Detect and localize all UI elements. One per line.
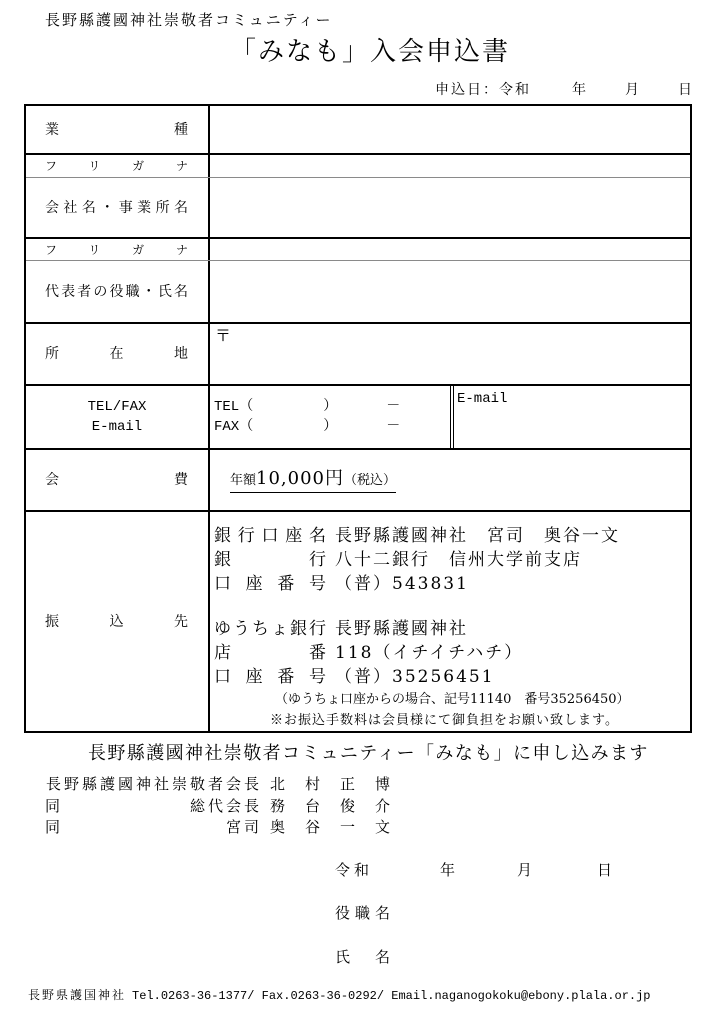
address-field <box>210 324 690 384</box>
application-form-table <box>24 104 692 733</box>
bank-account-name-line <box>214 524 690 548</box>
representative-label: 代表者の役職・氏名 <box>45 283 188 300</box>
tel-line: TEL（ ） － <box>214 399 401 415</box>
bank-name-line <box>214 548 690 572</box>
row-transfer <box>26 510 690 731</box>
postal-transfer-note: （ゆうちょ口座からの場合、記号11140 番号35256450） <box>275 692 630 707</box>
transfer-label-cell <box>26 512 210 731</box>
row-address <box>26 322 690 384</box>
contact-field <box>210 386 690 448</box>
fee-label-cell <box>26 450 210 510</box>
row-furigana-representative <box>26 237 690 260</box>
signatory-title-group <box>45 774 262 796</box>
company-label-cell <box>26 178 210 237</box>
signatory-row <box>45 774 393 796</box>
address-label-cell <box>26 324 210 384</box>
fax-line: FAX（ ） － <box>214 419 401 435</box>
signatory-title: 長野縣護國神社崇敬者会長 <box>45 775 262 793</box>
bank-account-number-label: 口座番号 <box>214 574 326 594</box>
row-furigana-company <box>26 153 690 177</box>
footer-contact-info <box>28 987 651 1004</box>
applicant-date-era: 令和 <box>335 861 374 879</box>
bank-name-label: 銀行 <box>214 550 326 570</box>
bank-account-number-value: （普）543831 <box>335 574 469 594</box>
fee-amount: 10,000円 <box>256 467 344 489</box>
bank-account-name-label: 銀行口座名 <box>214 526 326 546</box>
postal-bank-label: ゆうちょ銀行 <box>214 619 326 639</box>
industry-field <box>210 106 690 153</box>
applicant-date-year-label: 年 <box>440 861 456 879</box>
row-fee <box>26 448 690 510</box>
row-company <box>26 177 690 237</box>
transfer-fee-note: ※お振込手数料は会員様にて御負担をお願い致します。 <box>270 713 619 728</box>
form-title: 「みなも」入会申込書 <box>230 37 511 67</box>
company-label: 会社名・事業所名 <box>45 199 188 216</box>
applicant-date-month-label: 月 <box>517 861 533 879</box>
application-date-label: 申込日：令和 <box>435 82 531 98</box>
signatory-name: 北 村 正 博 <box>270 775 393 793</box>
signatory-title-group <box>45 817 262 839</box>
fee-label: 会費 <box>45 472 188 488</box>
fee-prefix: 年額 <box>230 472 257 488</box>
furigana-company-label-cell <box>26 155 210 177</box>
signatory-title: 総代会長 <box>189 796 262 815</box>
bank-account-number-line <box>214 572 690 596</box>
signatory-ditto-mark: 同 <box>45 796 61 815</box>
organization-name: 長野縣護國神社崇敬者コミュニティー <box>45 11 333 29</box>
postal-account-number-value: （普）35256451 <box>335 667 495 687</box>
bank-account-name-value: 長野縣護國神社 宮司 奥谷一文 <box>335 526 620 546</box>
tel-fax-field <box>210 386 450 448</box>
industry-label: 業種 <box>45 121 188 138</box>
signatories <box>45 774 393 839</box>
signatory-name: 奥 谷 一 文 <box>270 818 393 836</box>
postal-branch-line <box>214 641 690 665</box>
furigana-representative-field <box>210 239 690 260</box>
application-date-year-label: 年 <box>572 82 586 98</box>
signatory-title-group <box>45 796 262 818</box>
address-label: 所在地 <box>45 346 188 362</box>
footer-contact-details: Tel.0263-36-1377/ Fax.0263-36-0292/ Email.naganogokoku@ebony.plala.or.jp <box>132 989 651 1003</box>
applicant-position-label: 役職名 <box>335 904 396 922</box>
fee-suffix: （税込） <box>344 472 397 488</box>
contact-label-cell <box>26 386 210 448</box>
postal-account-number-line <box>214 665 690 689</box>
application-date <box>0 82 724 98</box>
company-field <box>210 178 690 237</box>
applicant-date-day-label: 日 <box>597 861 613 879</box>
fee-field <box>210 450 690 510</box>
signatory-ditto-mark: 同 <box>45 818 61 836</box>
furigana-company-field <box>210 155 690 177</box>
postal-bank-line <box>214 617 690 641</box>
furigana-representative-label-cell <box>26 239 210 260</box>
transfer-details <box>210 512 690 731</box>
contact-label-email: E-mail <box>91 419 143 435</box>
industry-label-cell <box>26 106 210 153</box>
fee-amount-text <box>230 468 396 493</box>
contact-label-telfax: TEL/FAX <box>87 399 147 415</box>
representative-label-cell <box>26 261 210 322</box>
signatory-name: 務 台 俊 介 <box>270 796 393 815</box>
application-declaration: 長野縣護國神社崇敬者コミュニティー「みなも」に申し込みます <box>88 743 649 764</box>
application-date-day-label: 日 <box>678 82 692 98</box>
row-contact <box>26 384 690 448</box>
row-industry <box>26 106 690 153</box>
applicant-name-label: 氏 名 <box>335 948 396 966</box>
bank-name-value: 八十二銀行 信州大学前支店 <box>335 550 582 570</box>
signatory-row <box>45 796 393 818</box>
email-label: E-mail <box>457 391 508 407</box>
email-field <box>450 386 690 448</box>
postal-account-number-label: 口座番号 <box>214 667 326 687</box>
furigana-representative-label: フリガナ <box>45 242 188 257</box>
signatory-title: 宮司 <box>225 818 262 836</box>
postal-branch-value: 118（イチイチハチ） <box>335 643 524 663</box>
postal-mark: 〒 <box>215 326 232 345</box>
transfer-label: 振込先 <box>45 613 188 630</box>
postal-bank-value: 長野縣護國神社 <box>335 619 468 639</box>
application-date-month-label: 月 <box>625 82 639 98</box>
signatory-row <box>45 817 393 839</box>
footer-shrine-name: 長野県護国神社 <box>28 988 127 1002</box>
row-representative <box>26 260 690 322</box>
representative-field <box>210 261 690 322</box>
furigana-company-label: フリガナ <box>45 159 188 173</box>
postal-branch-label: 店番 <box>214 643 326 663</box>
